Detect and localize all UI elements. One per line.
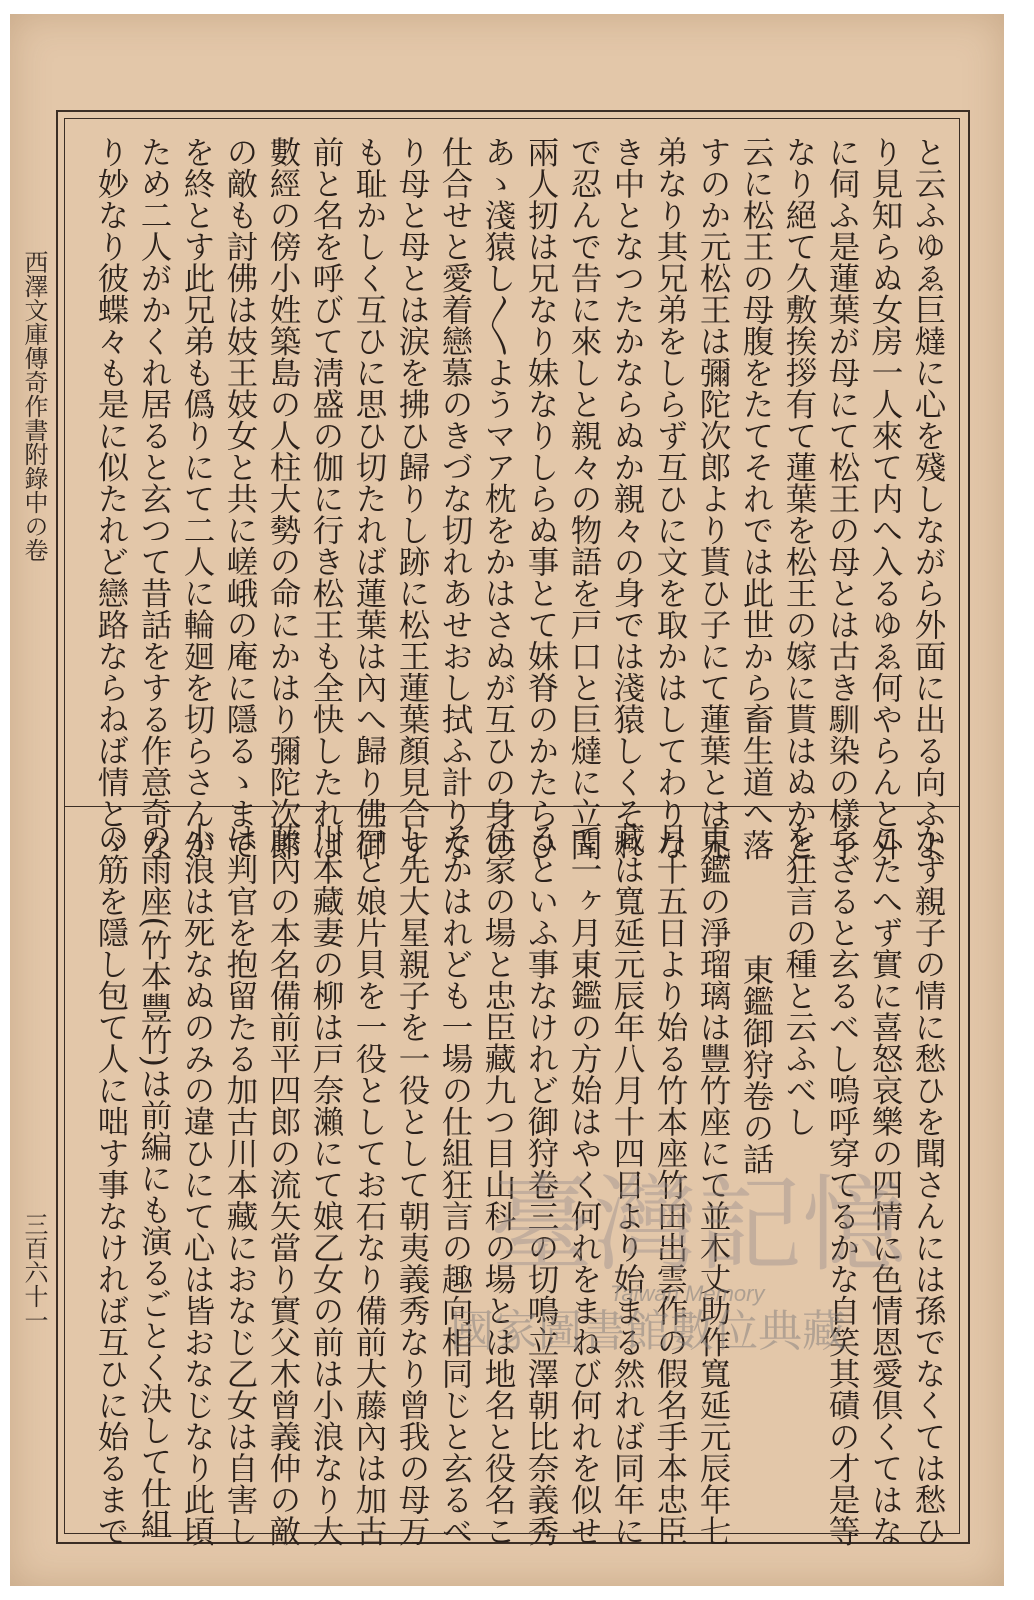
text-column: と云ふゆゑ巨燵に心を殘しながら外面に出る向ふよ: [910, 136, 946, 861]
section-heading: 東鑑御狩卷の話: [738, 954, 774, 1175]
text-column: て一ヶ月東鑑の方始はやく何れをまねび何れを似せ: [566, 822, 602, 1547]
watermark-logo-text: 臺灣記憶: [490, 1164, 907, 1286]
watermark-chinese: 國家圖書館數位典藏: [450, 1307, 846, 1356]
text-column: そかはれども一場の仕組狂言の趣向相同じと玄るべ: [437, 822, 473, 1547]
book-title-margin: 西澤文庫傳奇作書附錄中の卷: [20, 250, 48, 562]
text-column: 云に松王の母腹をたてそれでは此世から畜生道へ落: [738, 136, 774, 861]
text-column: こたへず實に喜怒哀樂の四情に色情恩愛倶くてはな: [867, 822, 903, 1547]
text-column: の雨座(竹本豐竹)は前編にも演るごとく決して仕組: [136, 822, 172, 1540]
text-column: 仕合せと愛着戀慕のきづな切れあせおし拭ふ計りな: [437, 136, 473, 861]
text-column: き中となつたかならぬか親々の身では淺猿しくそれ: [609, 136, 645, 861]
text-column: 藏は寬延元辰年八月十四日より始まる然れば同年に: [609, 822, 645, 1547]
text-column: ため二人がかくれ居ると玄つて昔話をする作意奇な: [136, 136, 172, 861]
text-column: 東鑑の淨瑠璃は豐竹座にて並木丈助作寬延元辰年七: [695, 822, 731, 1547]
text-column: らざると玄るべし嗚呼穿てるかな自笑其磧の才是等: [824, 822, 860, 1547]
text-column: り妙なり彼蝶々も是に似たれど戀路ならねば情とゞ: [93, 136, 129, 861]
text-column: で忍んで告に來しと親々の物語を戸口と巨燵に立聞: [566, 136, 602, 861]
text-column: 藤內の本名備前平四郎の流矢當り實父木曾義仲の敵: [265, 822, 301, 1547]
text-column: るといふ事なけれど御狩卷三の切鳴立澤朝比奈義秀: [523, 822, 559, 1547]
text-column: 住家の場と忠臣藏九つ目山科の場とは地名と役名こ: [480, 822, 516, 1547]
text-column: も耻かしく互ひに思ひ切たれば蓮葉は內へ歸り佛御: [351, 136, 387, 861]
text-column: の敵も討佛は妓王妓女と共に嵯峨の庵に隱るゝまで: [222, 136, 258, 861]
text-column: は判官を抱留たる加古川本藏におなじ乙女は自害し: [222, 822, 258, 1547]
text-column: り見知らぬ女房一人來て内へ入るゆゑ何やらんと外: [867, 136, 903, 861]
text-column: 弟なり其兄弟をしらず互ひに文を取かはしてわりな: [652, 136, 688, 861]
text-column: かず親子の情に愁ひを聞さんには孫でなくては愁ひ: [910, 822, 946, 1547]
text-column: なり絕て久敷挨拶有て蓮葉を松王の嫁に貰はぬかと: [781, 136, 817, 861]
text-column: 前と名を呼びて淸盛の伽に行き松王も全快したれば: [308, 136, 344, 861]
text-column: 月十五日より始る竹本座竹田出雲作の假名手本忠臣: [652, 822, 688, 1547]
text-column: すのか元松王は彌陀次郎より貰ひ子にて蓮葉とは兄: [695, 136, 731, 861]
text-column: 戸と娘片貝を一役としてお石なり備前大藤內は加古: [351, 822, 387, 1547]
watermark-english: Taiwan Memory: [610, 1281, 765, 1306]
text-column: り母と母とは涙を拂ひ歸りし跡に松王蓮葉顏見合す: [394, 136, 430, 861]
text-column: に伺ふ是蓮葉が母にて松王の母とは古き馴染の樣子: [824, 136, 860, 861]
text-column: 川本藏妻の柳は戸奈瀨にて娘乙女の前は小浪なり大: [308, 822, 344, 1547]
page-number: 三百六十一: [20, 1212, 48, 1332]
text-column: を狂言の種と云ふべし: [781, 822, 817, 1137]
text-column: 小浪は死なぬのみの違ひにて心は皆おなじなり此頃: [179, 822, 215, 1547]
text-column: を終とす此兄弟も僞りにて二人に輪廻を切らさんが: [179, 136, 215, 861]
text-column: し先大星親子を一役として朝夷義秀なり曾我の母万: [394, 822, 430, 1547]
text-column: 數經の傍小姓築島の人柱大勢の命にかはり彌陀次郎: [265, 136, 301, 861]
text-column: あゝ淺猿し〳〵ようマア枕をかはさぬが互ひの身の: [480, 136, 516, 861]
text-column: 兩人扨は兄なり妹なりしらぬ事とて妹脊のかたらひ: [523, 136, 559, 861]
text-column: の筋を隱し包て人に咄す事なければ互ひに始るまで: [93, 822, 129, 1547]
